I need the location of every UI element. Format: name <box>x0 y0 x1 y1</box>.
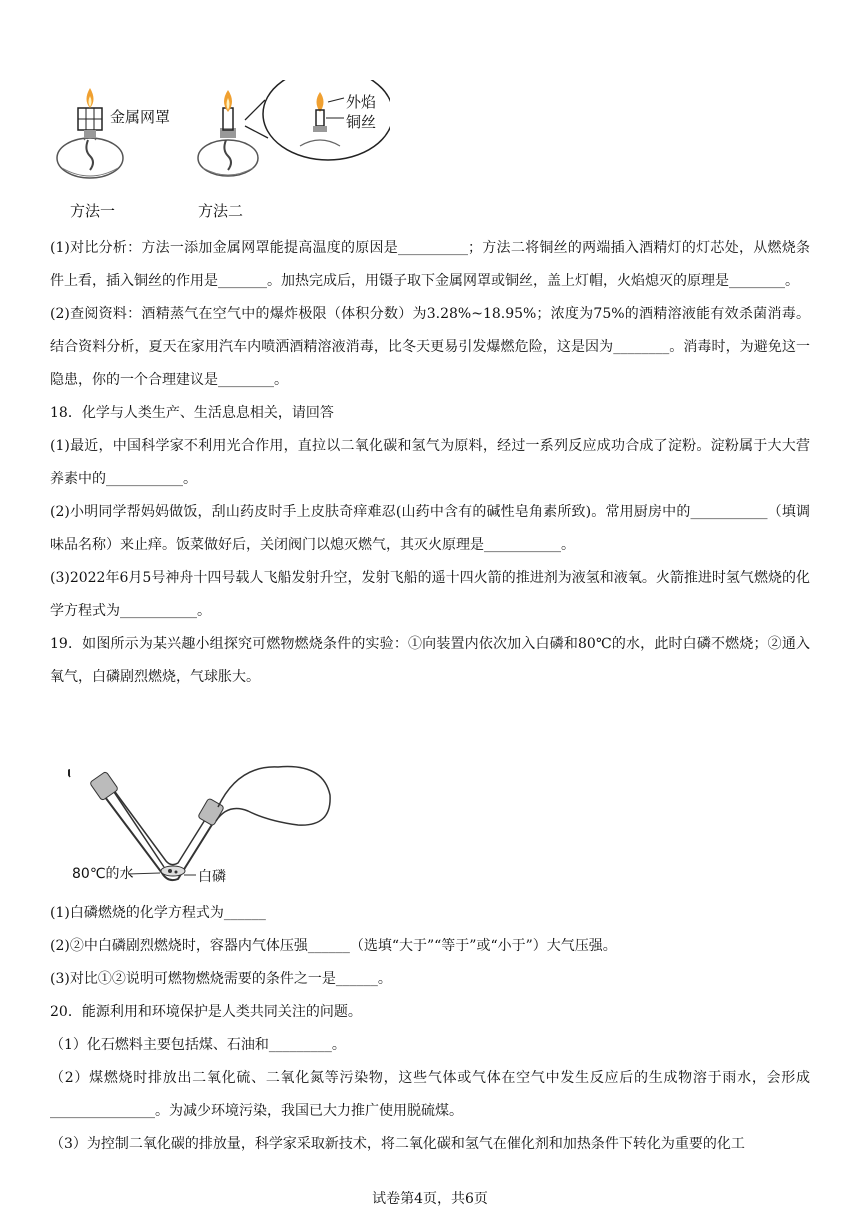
paragraph-20-3: （3）为控制二氧化碳的排放量，科学家采取新技术，将二氧化碳和氢气在催化剂和加热条件下转化为重要的化工 <box>50 1136 745 1152</box>
label-outer-flame: 外焰 <box>346 93 377 111</box>
paragraph-20-1: （1）化石燃料主要包括煤、石油和_________。 <box>50 1037 346 1053</box>
paragraph-18-2: (2)小明同学帮妈妈做饭，刮山药皮时手上皮肤奇痒难忍(山药中含有的碱性皂角素所致)。常用厨房中的___________（填调味品名称）来止痒。饭菜做好后，关闭阀门以熄灭燃气，其灭火原理是___________。 <box>50 504 810 553</box>
paragraph-17-2: (2)查阅资料：酒精蒸气在空气中的爆炸极限（体积分数）为3.28%~18.95%；浓度为75%的酒精溶液能有效杀菌消毒。结合资料分析，夏天在家用汽车内喷洒酒精溶液消毒，比冬天更易引发爆燃危险，这是因为________。消毒时，为避免这一隐患，你的一个合理建议是________。 <box>50 306 810 388</box>
paragraph-19-3: (3)对比①②说明可燃物燃烧需要的条件之一是______。 <box>50 971 392 987</box>
label-metal-mesh: 金属网罩 <box>110 108 171 126</box>
question-20-title: 20．能源利用和环境保护是人类共同关注的问题。 <box>50 1004 362 1020</box>
paragraph-18-1: (1)最近，中国科学家不利用光合作用，直拉以二氧化碳和氢气为原料，经过一系列反应成功合成了淀粉。淀粉属于大大营养素中的___________。 <box>50 438 810 487</box>
lamp-method-one <box>57 88 123 178</box>
paragraph-19-1: (1)白磷燃烧的化学方程式为______ <box>50 905 266 921</box>
question-18-title: 18．化学与人类生产、生活息息相关，请回答 <box>50 405 334 421</box>
page-footer: 试卷第4页，共6页 <box>372 1191 488 1207</box>
label-white-phosphorus: 白磷 <box>198 869 226 885</box>
paragraph-17-1: (1)对比分析：方法一添加金属网罩能提高温度的原因是__________；方法二将铜丝的两端插入酒精灯的灯芯处，从燃烧条件上看，插入铜丝的作用是_______。加热完成后，用镊子取下金属网罩或铜丝，盖上灯帽，火焰熄灭的原理是________。 <box>50 240 810 289</box>
question-text-block-2 <box>50 897 810 1161</box>
paragraph-18-3: (3)2022年6月5号神舟十四号载人飞船发射升空，发射飞船的遥十四火箭的推进剂为液氢和液氧。火箭推进时氢气燃烧的化学方程式为___________。 <box>50 570 810 619</box>
caption-method-one: 方法一 <box>70 202 116 220</box>
label-copper-wire: 铜丝 <box>346 113 377 131</box>
caption-method-two: 方法二 <box>198 202 244 220</box>
question-19-title: 19．如图所示为某兴趣小组探究可燃物燃烧条件的实验：①向装置内依次加入白磷和80℃的水，此时白磷不燃烧；②通入氧气，白磷剧烈燃烧，气球胀大。 <box>50 636 810 685</box>
paragraph-19-2: (2)②中白磷剧烈燃烧时，容器内气体压强______（选填“大于”“等于”或“小于”）大气压强。 <box>50 938 617 954</box>
label-80c-water: 80℃的水 <box>72 866 134 882</box>
paragraph-20-2: （2）煤燃烧时排放出二氧化硫、二氧化氮等污染物，这些气体或气体在空气中发生反应后的生成物溶于雨水，会形成_______________。为减少环境污染，我国已大力推广使用脱硫煤。 <box>50 1070 810 1119</box>
question-text-block <box>50 232 810 694</box>
lamp-method-two <box>198 90 258 176</box>
alcohol-lamp-figure <box>50 80 390 190</box>
